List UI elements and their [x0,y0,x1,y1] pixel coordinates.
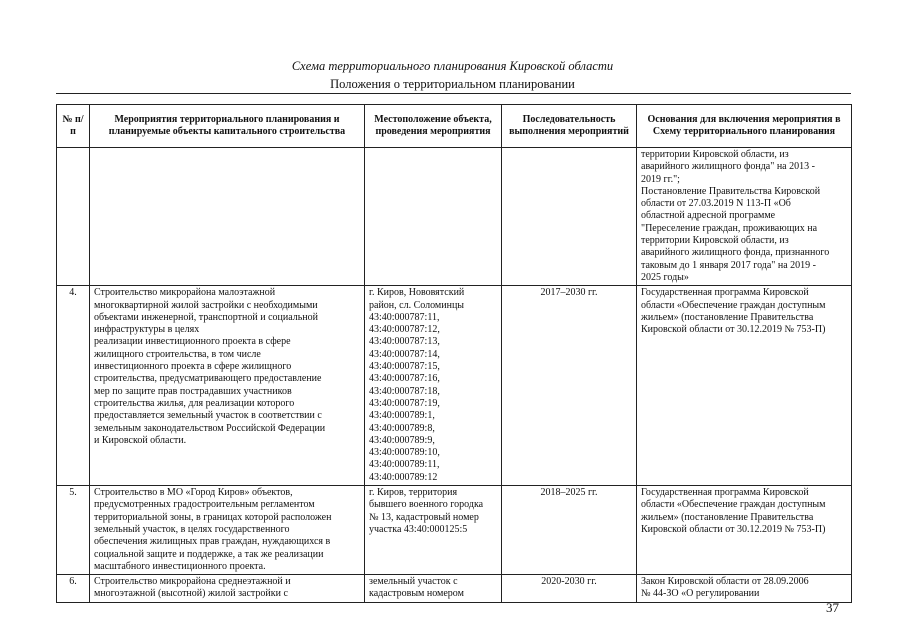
row-sequence: 2018–2025 гг. [502,486,637,575]
row-sequence: 2020-2030 гг. [502,575,637,603]
table-row [57,486,852,575]
table-header-row [57,105,852,148]
header-divider [56,93,851,94]
row-activity: Строительство в МО «Город Киров» объектов, предусмотренных градостроительным регламентом территориальной зоны, в границах которой расположен земельный участок, в целях государственного обеспечения жилищных прав граждан, нуждающихся в социальной защите и поддержке, а так же реализации масштабного инвестиционного проекта. [90,486,365,575]
row-basis: Закон Кировской области от 28.09.2006 № 44-ЗО «О регулировании [637,575,852,603]
row-location: г. Киров, Нововятский район, сл. Соломинцы 43:40:000787:11, 43:40:000787:12, 43:40:000787:13, 43:40:000787:14, 43:40:000787:15, 43:40:000787:16, 43:40:000787:18, 43:40:000787:19, 43:40:000789:1, 43:40:000789:8, 43:40:000789:9, 43:40:000789:10, 43:40:000789:11, 43:40:000789:12 [365,286,502,486]
column-header-location: Местоположение объекта, проведения мероприятия [365,105,502,148]
row-basis: территории Кировской области, из аварийного жилищного фонда" на 2013 - 2019 гг."; Постановление Правительства Кировской области от 27.03.2019 N 113-П «Об областной адресной программе "Переселение граждан, проживающих на территории Кировской области, из аварийного жилищного фонда, признанного таковым до 1 января 2017 года" на 2019 - 2025 годы» [637,148,852,286]
table-row [57,575,852,603]
column-header-basis: Основания для включения мероприятия в Схему территориального планирования [637,105,852,148]
column-header-activity: Мероприятия территориального планирования и планируемые объекты капитального строительства [90,105,365,148]
document-subtitle: Положения о территориальном планировании [330,77,575,91]
row-basis: Государственная программа Кировской области «Обеспечение граждан доступным жильем» (постановление Правительства Кировской области от 30.12.2019 № 753-П) [637,286,852,486]
table-row [57,148,852,286]
row-number: 5. [57,486,90,575]
row-activity [90,148,365,286]
column-header-number: № п/п [57,105,90,148]
row-number: 6. [57,575,90,603]
column-header-sequence: Последовательность выполнения мероприятий [502,105,637,148]
row-location: земельный участок с кадастровым номером [365,575,502,603]
document-title: Схема территориального планирования Кировской области [291,59,614,73]
row-number: 4. [57,286,90,486]
row-activity: Строительство микрорайона среднеэтажной и многоэтажной (высотной) жилой застройки с [90,575,365,603]
planning-table [56,104,852,603]
row-location [365,148,502,286]
row-activity: Строительство микрорайона малоэтажной многоквартирной жилой застройки с необходимыми объектами инженерной, транспортной и социальной инфраструктуры в целях реализации инвестиционного проекта в сфере жилищного строительства, в том числе инвестиционного проекта в сфере жилищного строительства, предусматривающего предоставление мер по защите прав пострадавших участников строительства жилья, для реализации которого предоставляется земельный участок в соответствии с земельным законодательством Российской Федерации и Кировской области. [90,286,365,486]
table-row [57,286,852,486]
row-number [57,148,90,286]
row-basis: Государственная программа Кировской области «Обеспечение граждан доступным жильем» (постановление Правительства Кировской области от 30.12.2019 № 753-П) [637,486,852,575]
row-sequence: 2017–2030 гг. [502,286,637,486]
page-number: 37 [826,600,839,615]
row-sequence [502,148,637,286]
row-location: г. Киров, территория бывшего военного городка № 13, кадастровый номер участка 43:40:000125:5 [365,486,502,575]
